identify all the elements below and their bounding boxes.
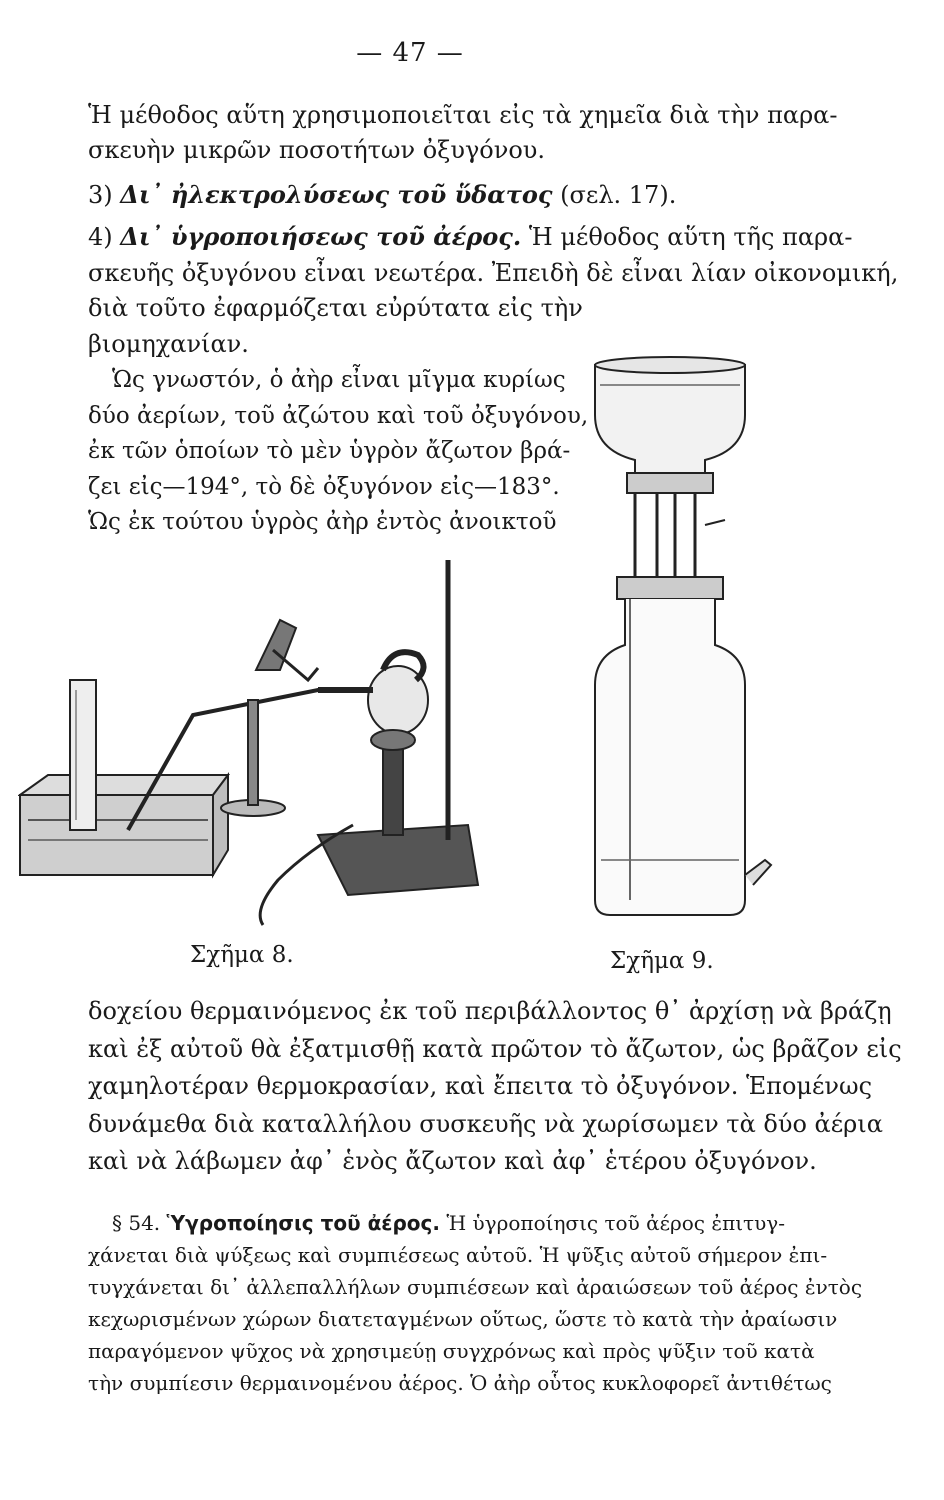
text-line: τὴν συμπίεσιν θερμαινομένου ἀέρος. Ὁ ἀὴρ οὗτος κυκλοφορεῖ ἀντιθέτως [88, 1371, 832, 1395]
text-line: δύο ἀερίων, τοῦ ἀζώτου καὶ τοῦ ὀξυγόνου, [88, 403, 589, 429]
page-number: — 47 — [356, 38, 464, 68]
figure-8-illustration [18, 550, 518, 930]
item-title: Δι᾽ ὑγροποιήσεως τοῦ ἀέρος. [120, 222, 522, 251]
text-line: χάνεται διὰ ψύξεως καὶ συμπιέσεως αὐτοῦ. Ἡ ψῦξις αὐτοῦ σήμερον ἐπι- [88, 1243, 828, 1267]
figure-9-illustration [565, 355, 790, 935]
item-3 [88, 180, 676, 210]
item-reference: (σελ. 17). [560, 181, 677, 209]
text-line: δοχείου θερμαινόμενος ἐκ τοῦ περιβάλλοντος θ᾽ ἀρχίσῃ νὰ βράζῃ [88, 997, 892, 1025]
text-line: βιομηχανίαν. [88, 330, 249, 358]
text-line: δυνάμεθα διὰ καταλλήλου συσκευῆς νὰ χωρίσωμεν τὰ δύο ἀέρια [88, 1110, 883, 1138]
text-line: Ἡ μέθοδος αὕτη χρησιμοποιεῖται εἰς τὰ χημεῖα διὰ τὴν παρα- [88, 101, 838, 129]
figure-9-caption: Σχῆμα 9. [610, 948, 714, 974]
retort-flask-illustration [318, 652, 428, 734]
section-title: Ὑγροποίησις τοῦ ἀέρος. [166, 1211, 440, 1235]
text-line: καὶ νὰ λάβωμεν ἀφ᾽ ἑνὸς ἄζωτον καὶ ἀφ᾽ ἑτέρου ὀξυγόνον. [88, 1147, 817, 1175]
test-tube-illustration [70, 680, 96, 830]
text-line: ἐκ τῶν ὁποίων τὸ μὲν ὑγρὸν ἄζωτον βρά- [88, 438, 571, 464]
trough-illustration [20, 775, 228, 875]
figure-8-caption: Σχῆμα 8. [190, 942, 294, 968]
burner-illustration [318, 730, 478, 895]
clamp-stand-illustration [221, 620, 318, 816]
section-54-heading [112, 1208, 785, 1238]
text-line: Ὡς ἐκ τούτου ὑγρὸς ἀὴρ ἐντὸς ἀνοικτοῦ [88, 509, 557, 535]
text-line: σκευὴν μικρῶν ποσοτήτων ὀξυγόνου. [88, 136, 545, 164]
section-number: § 54. [112, 1211, 161, 1235]
item-text: Ἡ μέθοδος αὕτη τῆς παρα- [528, 223, 853, 251]
text-line: σκευῆς ὀξυγόνου εἶναι νεωτέρα. Ἐπειδὴ δὲ εἶναι λίαν οἰκονομική, [88, 259, 899, 287]
text-line: χαμηλοτέραν θερμοκρασίαν, καὶ ἔπειτα τὸ ὀξυγόνον. Ἑπομένως [88, 1072, 873, 1100]
text-line: κεχωρισμένων χώρων διατεταγμένων οὕτως, ὥστε τὸ κατὰ τὴν ἀραίωσιν [88, 1307, 838, 1331]
text-line: τυγχάνεται δι᾽ ἀλλεπαλλήλων συμπιέσεων καὶ ἀραιώσεων τοῦ ἀέρος ἐντὸς [88, 1275, 863, 1299]
text-line: παραγόμενον ψῦχος νὰ χρησιμεύῃ συγχρόνως καὶ πρὸς ψῦξιν τοῦ κατὰ [88, 1339, 815, 1363]
item-4 [88, 222, 852, 252]
text-line: καὶ ἐξ αὐτοῦ θὰ ἐξατμισθῇ κατὰ πρῶτον τὸ ἄζωτον, ὡς βρᾶζον εἰς [88, 1035, 902, 1063]
item-number: 3) [88, 181, 113, 209]
text-line: ζει εἰς—194°, τὸ δὲ ὀξυγόνον εἰς—183°. [88, 474, 560, 500]
item-title: Δι᾽ ἠλεκτρολύσεως τοῦ ὕδατος [120, 180, 553, 209]
item-number: 4) [88, 223, 113, 251]
section-text: Ἡ ὑγροποίησις τοῦ ἀέρος ἐπιτυγ- [446, 1211, 785, 1235]
text-line: Ὡς γνωστόν, ὁ ἀὴρ εἶναι μῖγμα κυρίως [112, 367, 566, 393]
text-line: διὰ τοῦτο ἐφαρμόζεται εὐρύτατα εἰς τὴν [88, 294, 583, 322]
